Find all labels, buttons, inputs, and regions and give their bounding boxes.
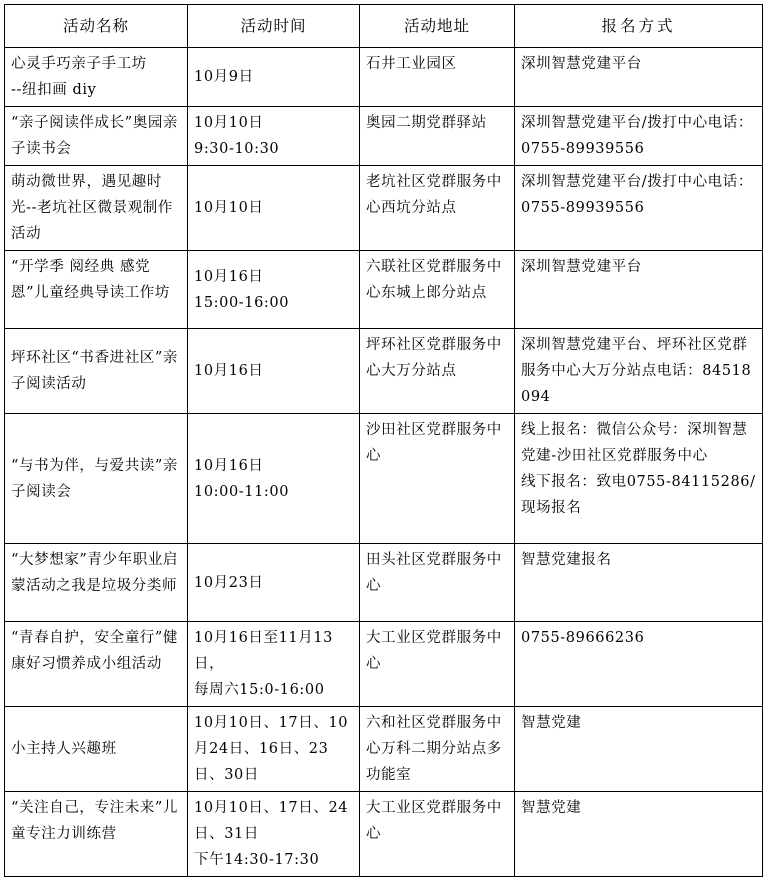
activity-time-cell: 10月16日至11月13日， 每周六15:0-16:00: [188, 622, 360, 707]
activity-address-cell: 老坑社区党群服务中心西坑分站点: [360, 166, 515, 251]
header-row: [5, 5, 763, 48]
signup-method-cell: 智慧党建: [515, 792, 763, 877]
table-row: [5, 707, 763, 792]
table-row: [5, 48, 763, 107]
activity-name-cell: “大梦想家”青少年职业启蒙活动之我是垃圾分类师: [5, 544, 188, 622]
table-row: [5, 544, 763, 622]
activity-address-cell: 奥园二期党群驿站: [360, 107, 515, 166]
table-row: [5, 166, 763, 251]
table-row: [5, 622, 763, 707]
signup-method-cell: 深圳智慧党建平台、坪环社区党群服务中心大万分站点电话：84518094: [515, 329, 763, 414]
activity-address-cell: 大工业区党群服务中心: [360, 792, 515, 877]
activity-name-cell: 小主持人兴趣班: [5, 707, 188, 792]
activity-name-cell: “关注自己，专注未来”儿童专注力训练营: [5, 792, 188, 877]
activity-time-cell: 10月10日、17日、24日、31日 下午14:30-17:30: [188, 792, 360, 877]
activity-address-cell: 坪环社区党群服务中心大万分站点: [360, 329, 515, 414]
table-row: [5, 414, 763, 544]
activity-name-cell: “与书为伴，与爱共读”亲子阅读会: [5, 414, 188, 544]
activity-address-cell: 大工业区党群服务中心: [360, 622, 515, 707]
header-activity-address: 活动地址: [360, 5, 515, 48]
table-row: [5, 251, 763, 329]
activity-time-cell: 10月16日 10:00-11:00: [188, 414, 360, 544]
signup-method-cell: 智慧党建报名: [515, 544, 763, 622]
activity-time-cell: 10月16日 15:00-16:00: [188, 251, 360, 329]
signup-method-cell: 深圳智慧党建平台: [515, 48, 763, 107]
activity-name-cell: “开学季 阅经典 感党恩”儿童经典导读工作坊: [5, 251, 188, 329]
activity-address-cell: 田头社区党群服务中心: [360, 544, 515, 622]
activity-time-cell: 10月10日、17日、10月24日、16日、23日、30日: [188, 707, 360, 792]
signup-method-cell: 深圳智慧党建平台: [515, 251, 763, 329]
activity-name-cell: “青春自护，安全童行”健康好习惯养成小组活动: [5, 622, 188, 707]
activity-time-cell: 10月10日 9:30-10:30: [188, 107, 360, 166]
signup-method-cell: 0755-89666236: [515, 622, 763, 707]
activity-time-cell: 10月23日: [188, 544, 360, 622]
signup-method-cell: 深圳智慧党建平台/拨打中心电话：0755-89939556: [515, 107, 763, 166]
activity-name-cell: “亲子阅读伴成长”奥园亲子读书会: [5, 107, 188, 166]
signup-method-cell: 线上报名：微信公众号：深圳智慧党建-沙田社区党群服务中心 线下报名：致电0755-84115286/现场报名: [515, 414, 763, 544]
activity-name-cell: 萌动微世界，遇见趣时光--老坑社区微景观制作活动: [5, 166, 188, 251]
table-row: [5, 792, 763, 877]
signup-method-cell: 智慧党建: [515, 707, 763, 792]
header-activity-time: 活动时间: [188, 5, 360, 48]
signup-method-cell: 深圳智慧党建平台/拨打中心电话：0755-89939556: [515, 166, 763, 251]
activity-address-cell: 六和社区党群服务中心万科二期分站点多功能室: [360, 707, 515, 792]
header-signup-method: 报名方式: [515, 5, 763, 48]
activity-time-cell: 10月9日: [188, 48, 360, 107]
activity-name-cell: 坪环社区“书香进社区”亲子阅读活动: [5, 329, 188, 414]
activity-name-cell: 心灵手巧亲子手工坊 --纽扣画 diy: [5, 48, 188, 107]
activity-address-cell: 六联社区党群服务中心东城上郎分站点: [360, 251, 515, 329]
activity-address-cell: 石井工业园区: [360, 48, 515, 107]
activity-time-cell: 10月10日: [188, 166, 360, 251]
table-row: [5, 107, 763, 166]
header-activity-name: 活动名称: [5, 5, 188, 48]
table-row: [5, 329, 763, 414]
activity-time-cell: 10月16日: [188, 329, 360, 414]
activity-address-cell: 沙田社区党群服务中心: [360, 414, 515, 544]
activity-table: [4, 4, 763, 877]
